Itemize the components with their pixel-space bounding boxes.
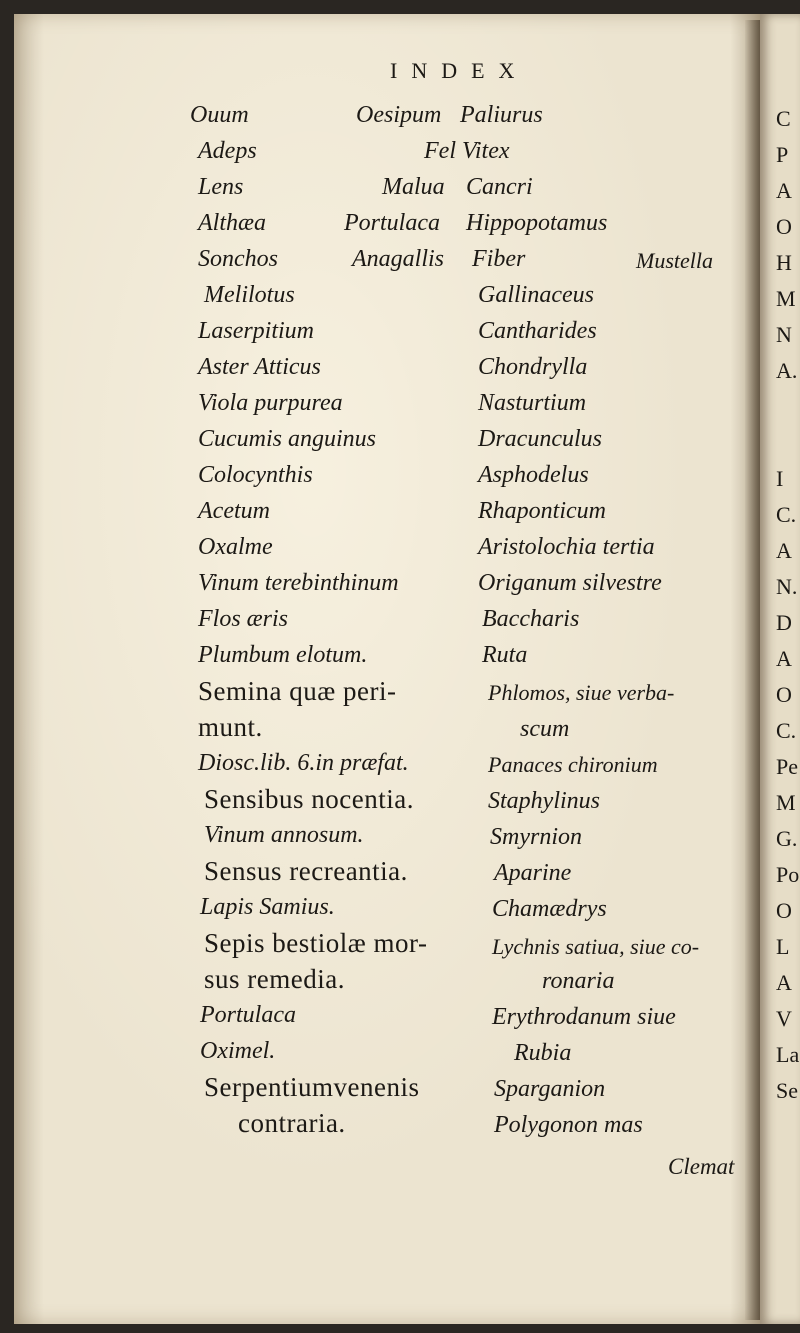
index-entry: Smyrnion xyxy=(490,824,582,850)
index-entry: Cantharides xyxy=(478,318,597,344)
index-entry: Gallinaceus xyxy=(478,282,594,308)
index-entry: munt. xyxy=(198,712,263,742)
page-gutter xyxy=(745,20,760,1320)
edge-letter: A xyxy=(776,178,792,203)
edge-letter: C xyxy=(776,106,791,131)
index-entry: Vinum annosum. xyxy=(204,822,364,848)
index-entry: scum xyxy=(520,716,570,742)
index-entry: Oxalme xyxy=(198,534,273,560)
index-entry: Phlomos, siue verba- xyxy=(488,680,675,705)
index-entry: Colocynthis xyxy=(198,462,313,488)
edge-letter: D xyxy=(776,610,792,635)
edge-letter: N. xyxy=(776,574,798,599)
index-entry: Ruta xyxy=(482,642,528,668)
edge-letter: L xyxy=(776,934,790,959)
index-entry: Lens xyxy=(198,174,244,200)
edge-letter: A xyxy=(776,538,792,563)
index-entry: Nasturtium xyxy=(478,390,587,416)
edge-letter: G. xyxy=(776,826,798,851)
index-entry: Lychnis satiua, siue co- xyxy=(492,934,700,959)
index-entry: Oesipum xyxy=(356,102,442,128)
edge-letter: O xyxy=(776,214,792,239)
index-entry: Viola purpurea xyxy=(198,390,343,416)
index-entry: Melilotus xyxy=(204,282,295,308)
index-entry: Fiber xyxy=(472,246,526,272)
index-entry: Hippopotamus xyxy=(466,210,608,236)
index-entry: ronaria xyxy=(542,968,615,994)
index-entry: Malua xyxy=(382,174,445,200)
index-entry: Paliurus xyxy=(460,102,543,128)
index-entry: Aster Atticus xyxy=(198,354,321,380)
edge-letter: Se xyxy=(776,1078,798,1103)
index-entry: Aparine xyxy=(494,860,572,886)
index-entry: Polygonon mas xyxy=(494,1112,643,1138)
index-entry: Staphylinus xyxy=(488,788,600,814)
index-entry: Flos æris xyxy=(198,606,289,632)
index-entry: Sensus recreantia. xyxy=(204,856,408,886)
edge-letter: N xyxy=(776,322,792,347)
index-entry: Plumbum elotum. xyxy=(198,642,368,668)
index-entry: Sparganion xyxy=(494,1076,606,1102)
index-entry: Panaces chironium xyxy=(488,752,658,777)
index-entry: Oximel. xyxy=(200,1038,276,1064)
index-entry: Adeps xyxy=(198,138,257,164)
edge-letter: M xyxy=(776,286,796,311)
edge-letter: H xyxy=(776,250,792,275)
index-entry: Portulaca xyxy=(344,210,440,236)
index-entry: Laserpitium xyxy=(198,318,315,344)
index-entry: sus remedia. xyxy=(204,964,345,994)
index-entry: Rubia xyxy=(514,1040,572,1066)
page-header: INDEX xyxy=(390,58,529,83)
index-entry: Vinum terebinthinum xyxy=(198,570,399,596)
edge-letter: O xyxy=(776,898,792,923)
index-entry: Chondrylla xyxy=(478,354,588,380)
index-entry: Mustella xyxy=(636,248,713,273)
index-entry: Cancri xyxy=(466,174,533,200)
edge-letter: Pe xyxy=(776,754,798,779)
catchword: Clemat xyxy=(668,1154,735,1179)
index-entry: Serpentiumvenenis xyxy=(204,1072,420,1102)
edge-letter: A xyxy=(776,970,792,995)
index-entry: Ouum xyxy=(190,102,249,128)
edge-letter: P xyxy=(776,142,789,167)
index-entry: Dracunculus xyxy=(478,426,602,452)
edge-letter: A. xyxy=(776,358,798,383)
index-entry: Althæa xyxy=(198,210,267,236)
index-entry: Rhaponticum xyxy=(478,498,606,524)
index-entry: contraria. xyxy=(238,1108,346,1138)
index-entry: Asphodelus xyxy=(478,462,589,488)
index-entry: Aristolochia tertia xyxy=(478,534,655,560)
index-entry: Vitex xyxy=(462,138,510,164)
edge-letter: Po xyxy=(776,862,800,887)
edge-letter: O xyxy=(776,682,792,707)
index-entry: Sepis bestiolæ mor- xyxy=(204,928,428,958)
edge-letter: La xyxy=(776,1042,800,1067)
index-entry: Sensibus nocentia. xyxy=(204,784,414,814)
index-entry: Fel xyxy=(424,138,456,164)
index-entry: Sonchos xyxy=(198,246,278,272)
edge-letter: C. xyxy=(776,502,797,527)
index-entry: Portulaca xyxy=(200,1002,296,1028)
edge-letter: V xyxy=(776,1006,792,1031)
edge-letter: A xyxy=(776,646,792,671)
index-entry: Lapis Samius. xyxy=(200,894,335,920)
index-entry: Semina quæ peri- xyxy=(198,676,397,706)
index-entry: Anagallis xyxy=(352,246,445,272)
index-entry: Erythrodanum siue xyxy=(492,1004,676,1030)
edge-letter: M xyxy=(776,790,796,815)
index-entry: Baccharis xyxy=(482,606,580,632)
edge-letter: C. xyxy=(776,718,797,743)
index-entry: Origanum silvestre xyxy=(478,570,662,596)
index-entry: Diosc.lib. 6.in præfat. xyxy=(198,750,409,776)
edge-letter: I xyxy=(776,466,784,491)
index-entry: Acetum xyxy=(198,498,270,524)
index-entry: Cucumis anguinus xyxy=(198,426,377,452)
index-entry: Chamædrys xyxy=(492,896,607,922)
